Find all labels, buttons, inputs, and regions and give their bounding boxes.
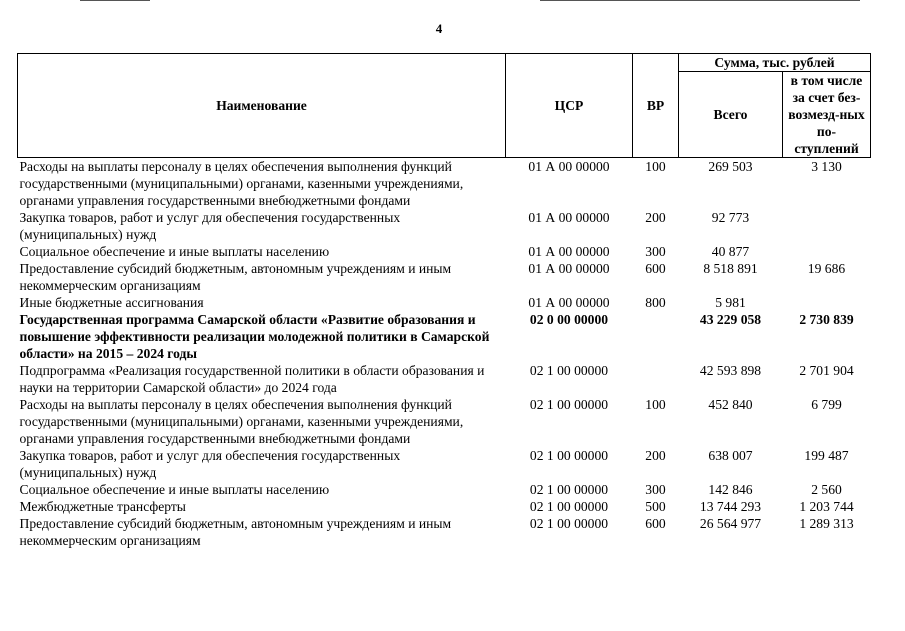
row-vr: 300	[645, 244, 666, 259]
row-name: Предоставление субсидий бюджетным, автономным учреждениям и иным некоммерческим организациям	[19, 261, 452, 293]
row-csr: 02 1 00 00000	[529, 516, 609, 531]
row-vr: 600	[645, 261, 666, 276]
row-total: 43 229 058	[699, 312, 762, 327]
row-vr: 500	[645, 499, 666, 514]
row-vr: 600	[645, 516, 666, 531]
row-name: Расходы на выплаты персоналу в целях обеспечения выполнения функций государственными (муниципальными) органами, казенными учреждениями, органами управления государственными внебюджетными фондами	[19, 397, 464, 446]
table-row	[18, 243, 871, 260]
row-vr: 200	[645, 210, 666, 225]
row-vr: 800	[645, 295, 666, 310]
row-name: Социальное обеспечение и иные выплаты населению	[19, 244, 330, 259]
budget-table	[17, 53, 871, 549]
row-vr: 200	[645, 448, 666, 463]
row-free	[783, 243, 871, 260]
row-vr	[633, 362, 679, 396]
row-vr	[633, 311, 679, 362]
row-csr: 01 А 00 00000	[528, 159, 610, 174]
table-row	[18, 294, 871, 311]
table-row	[18, 209, 871, 243]
row-free: 6 799	[811, 397, 842, 412]
row-total: 13 744 293	[699, 499, 762, 514]
row-csr: 01 А 00 00000	[528, 261, 610, 276]
row-total: 26 564 977	[699, 516, 762, 531]
row-name: Предоставление субсидий бюджетным, автономным учреждениям и иным некоммерческим организациям	[19, 516, 452, 548]
row-total: 8 518 891	[703, 261, 758, 276]
row-csr: 01 А 00 00000	[528, 244, 610, 259]
row-csr: 02 1 00 00000	[529, 482, 609, 497]
row-csr: 02 1 00 00000	[529, 448, 609, 463]
row-name: Закупка товаров, работ и услуг для обеспечения государственных (муниципальных) нужд	[19, 210, 401, 242]
row-vr: 100	[645, 159, 666, 174]
table-row	[18, 447, 871, 481]
header-vr: ВР	[633, 54, 679, 158]
row-name: Государственная программа Самарской области «Развитие образования и повышение эффективности реализации молодежной политики в Самарской области» на 2015 – 2024 годы	[19, 312, 490, 361]
table-row	[18, 260, 871, 294]
table-row	[18, 481, 871, 498]
row-free: 1 289 313	[799, 516, 854, 531]
header-total: Всего	[679, 72, 783, 158]
header-csr: ЦСР	[506, 54, 633, 158]
header-free: в том числе за счет без-возмезд-ных по-ступлений	[783, 72, 871, 158]
table-row	[18, 515, 871, 549]
header-name: Наименование	[18, 54, 506, 158]
row-vr: 300	[645, 482, 666, 497]
row-vr: 100	[645, 397, 666, 412]
row-total: 42 593 898	[699, 363, 762, 378]
header-sum: Сумма, тыс. рублей	[679, 54, 871, 72]
row-name: Социальное обеспечение и иные выплаты населению	[19, 482, 330, 497]
row-free	[783, 294, 871, 311]
row-free: 2 701 904	[799, 363, 854, 378]
row-csr: 02 1 00 00000	[529, 397, 609, 412]
row-free: 2 730 839	[799, 312, 854, 327]
row-free: 2 560	[811, 482, 842, 497]
scan-edge-left	[80, 0, 150, 1]
table-row	[18, 311, 871, 362]
table-row	[18, 396, 871, 447]
row-free	[783, 209, 871, 243]
row-free: 1 203 744	[799, 499, 854, 514]
row-free: 199 487	[804, 448, 849, 463]
table-row	[18, 158, 871, 210]
row-total: 92 773	[711, 210, 750, 225]
row-free: 3 130	[811, 159, 842, 174]
row-name: Межбюджетные трансферты	[19, 499, 186, 514]
table-body	[18, 158, 871, 550]
row-csr: 02 1 00 00000	[529, 363, 609, 378]
scan-edge-right	[540, 0, 860, 1]
table-row	[18, 362, 871, 396]
page-number: 4	[435, 21, 443, 36]
row-csr: 02 0 00 00000	[529, 312, 609, 327]
row-name: Иные бюджетные ассигнования	[19, 295, 204, 310]
row-total: 142 846	[708, 482, 753, 497]
row-name: Закупка товаров, работ и услуг для обеспечения государственных (муниципальных) нужд	[19, 448, 401, 480]
row-total: 452 840	[708, 397, 753, 412]
row-total: 269 503	[708, 159, 753, 174]
row-free: 19 686	[807, 261, 846, 276]
row-name: Расходы на выплаты персоналу в целях обеспечения выполнения функций государственными (муниципальными) органами, казенными учреждениями, органами управления государственными внебюджетными фондами	[19, 159, 464, 208]
row-csr: 01 А 00 00000	[528, 295, 610, 310]
row-csr: 02 1 00 00000	[529, 499, 609, 514]
row-name: Подпрограмма «Реализация государственной политики в области образования и науки на территории Самарской области» до 2024 года	[19, 363, 485, 395]
row-total: 638 007	[708, 448, 753, 463]
table-row	[18, 498, 871, 515]
row-total: 40 877	[711, 244, 750, 259]
row-total: 5 981	[715, 295, 746, 310]
row-csr: 01 А 00 00000	[528, 210, 610, 225]
